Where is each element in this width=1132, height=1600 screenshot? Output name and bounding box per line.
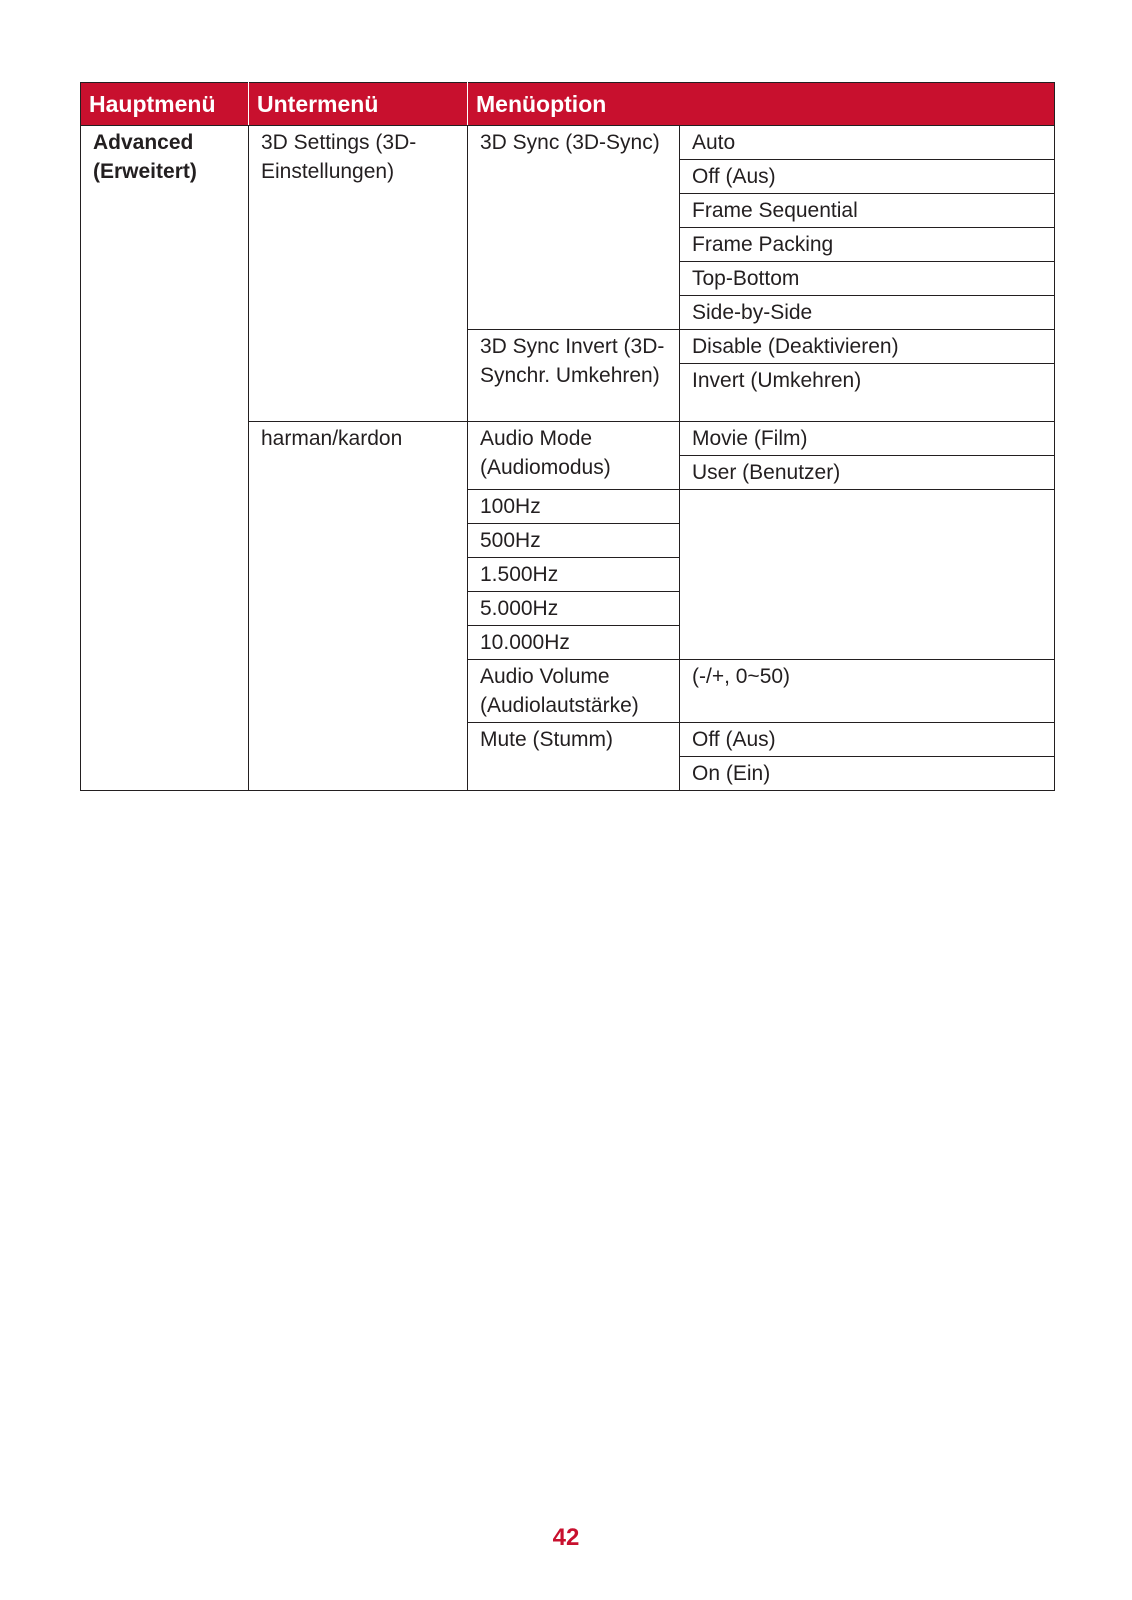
invert-label: 3D Sync Invert (3D-Synchr. Umkehren) <box>468 330 680 422</box>
frequency-cell: 100Hz <box>468 490 680 524</box>
option-cell: Disable (Deaktivieren) <box>680 330 1055 364</box>
option-cell: Frame Packing <box>680 228 1055 262</box>
audio-mode-label: Audio Mode (Audiomodus) <box>468 422 680 490</box>
option-cell: Frame Sequential <box>680 194 1055 228</box>
main-menu-cell: Advanced (Erweitert) <box>81 126 249 791</box>
table-row <box>81 126 1055 160</box>
sync-label: 3D Sync (3D-Sync) <box>468 126 680 330</box>
option-cell: User (Benutzer) <box>680 456 1055 490</box>
header-submenu: Untermenü <box>249 83 468 126</box>
menu-table <box>80 82 1055 791</box>
option-cell: Off (Aus) <box>680 160 1055 194</box>
option-cell: Invert (Umkehren) <box>680 364 1055 422</box>
frequency-cell: 500Hz <box>468 524 680 558</box>
submenu-harman-kardon: harman/kardon <box>249 422 468 791</box>
header-main-menu: Hauptmenü <box>81 83 249 126</box>
header-row <box>81 83 1055 126</box>
option-cell: On (Ein) <box>680 757 1055 791</box>
option-cell: Top-Bottom <box>680 262 1055 296</box>
submenu-3d-settings: 3D Settings (3D-Einstellungen) <box>249 126 468 422</box>
option-cell: Auto <box>680 126 1055 160</box>
option-cell: Movie (Film) <box>680 422 1055 456</box>
frequency-cell: 5.000Hz <box>468 592 680 626</box>
blank-cell <box>680 490 1055 660</box>
frequency-cell: 1.500Hz <box>468 558 680 592</box>
header-menu-option: Menüoption <box>468 83 1055 126</box>
option-cell: Off (Aus) <box>680 723 1055 757</box>
volume-value: (-/+, 0~50) <box>680 660 1055 723</box>
frequency-cell: 10.000Hz <box>468 626 680 660</box>
page-number: 42 <box>552 1524 580 1551</box>
mute-label: Mute (Stumm) <box>468 723 680 791</box>
option-cell: Side-by-Side <box>680 296 1055 330</box>
volume-label: Audio Volume (Audiolautstärke) <box>468 660 680 723</box>
